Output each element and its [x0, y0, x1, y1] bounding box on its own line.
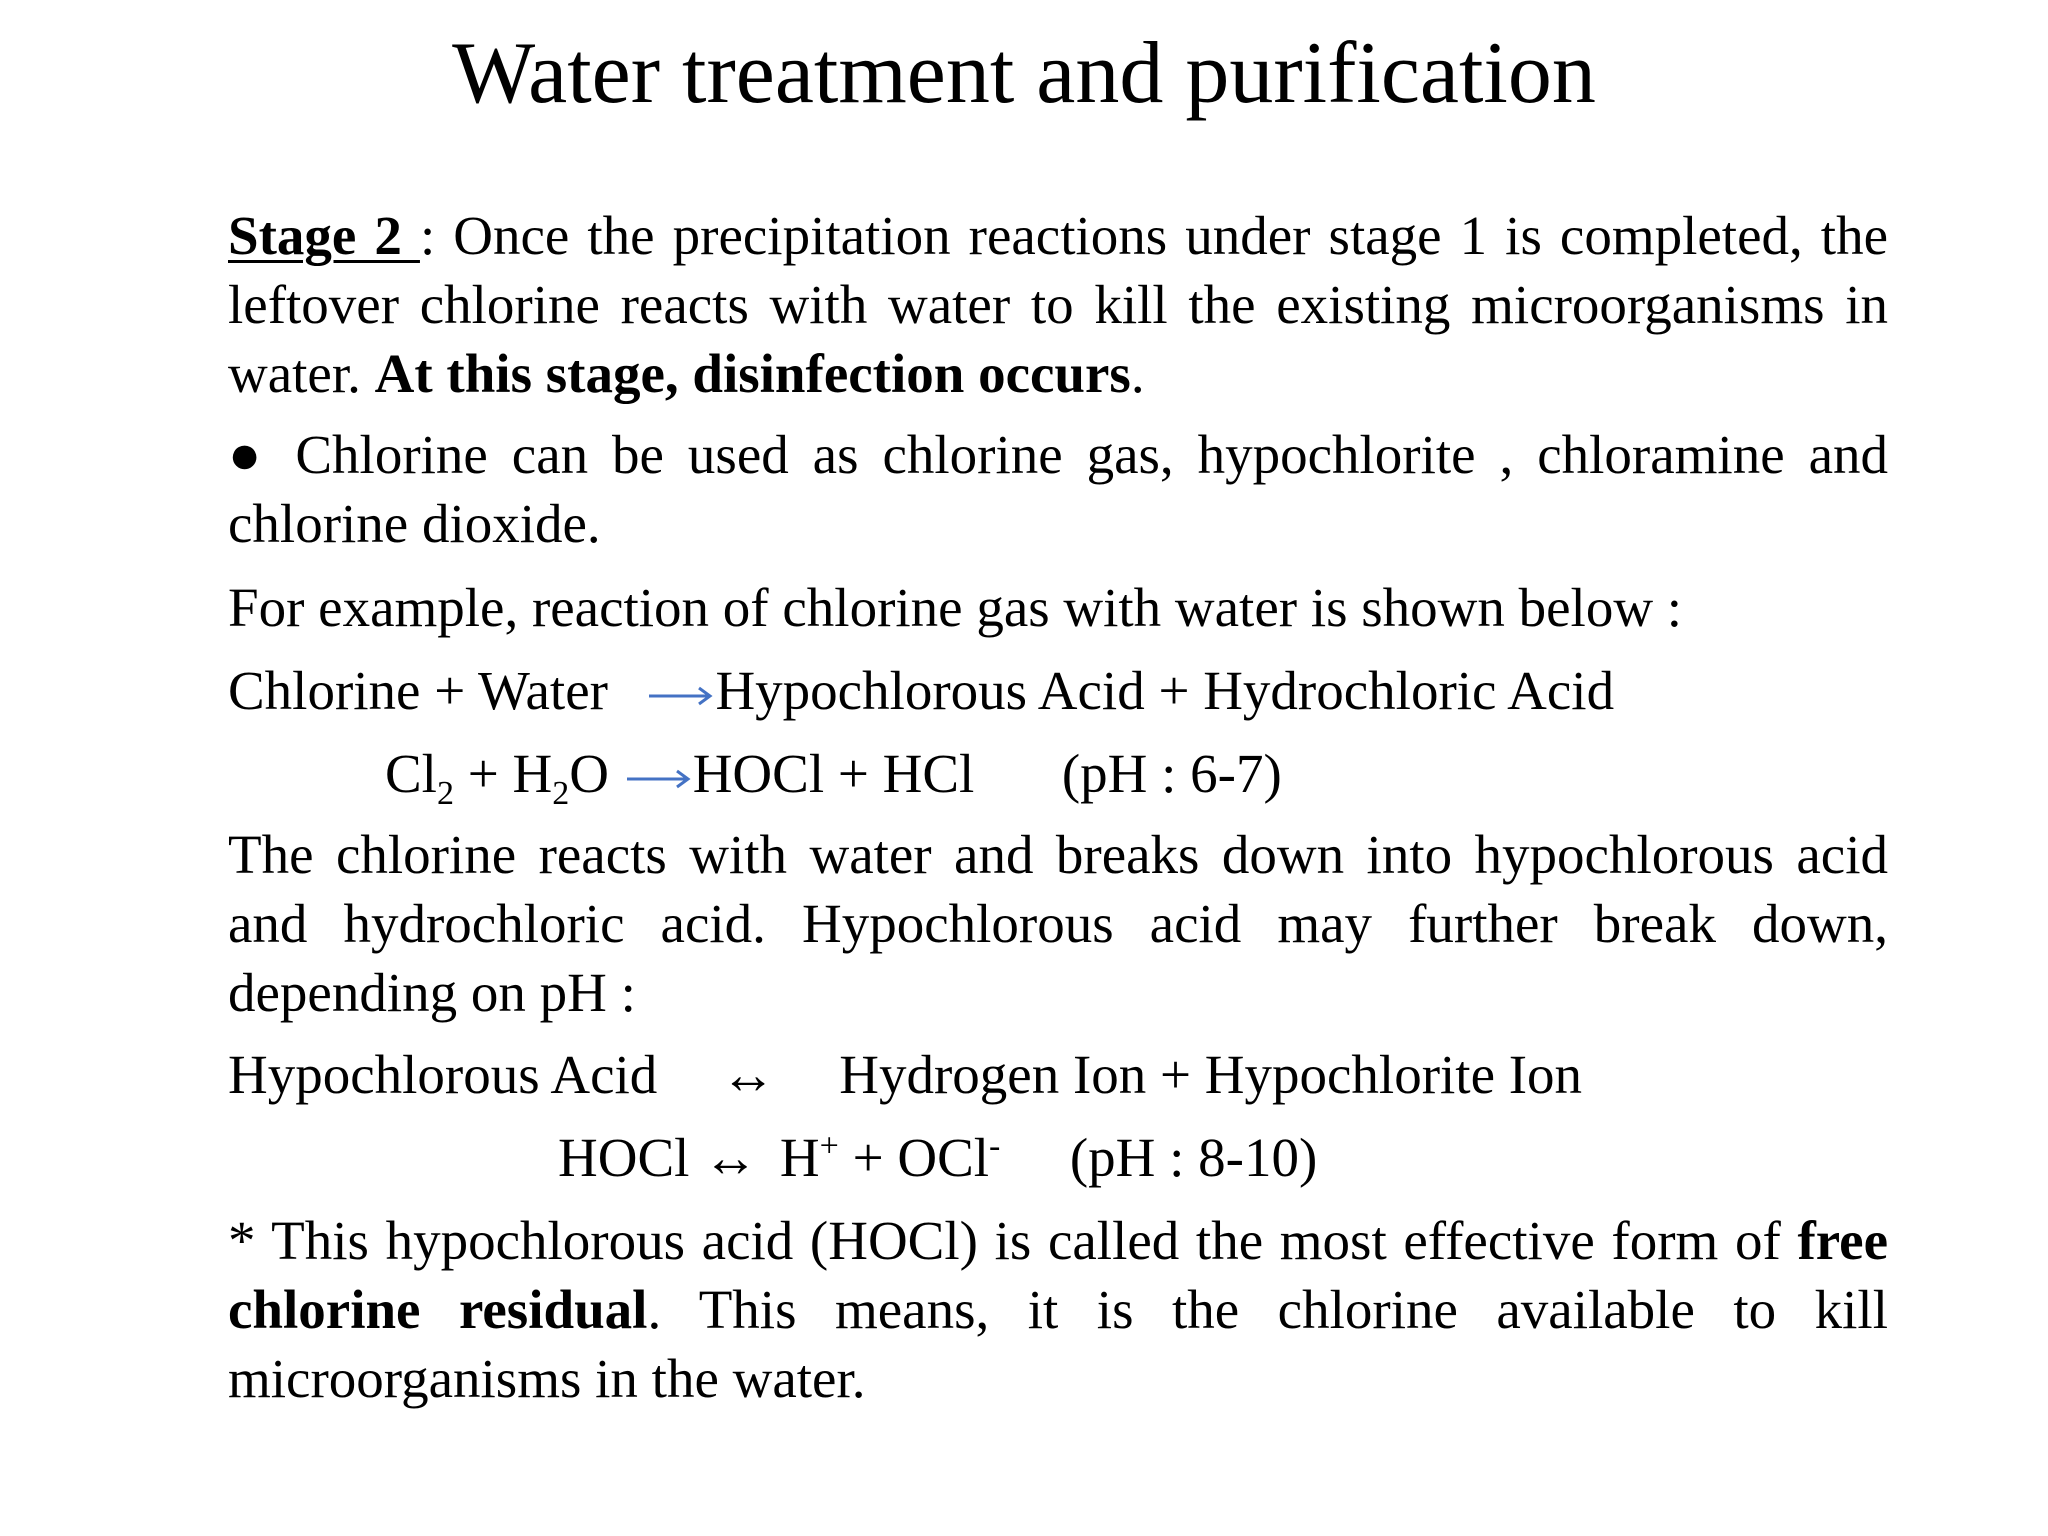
stage-2-text: Once the precipitation reactions under stage 1 is completed, the leftover chlorine reacts with water to kill the existing microorganisms in water. — [228, 205, 1888, 404]
note-prefix: * This hypochlorous acid (HOCl) is called the most effective form of — [228, 1210, 1798, 1271]
formula-1-cl: Cl — [385, 743, 437, 804]
word-reaction-2 — [228, 1040, 1888, 1109]
formula-2-plus-ocl: + OCl — [838, 1127, 990, 1188]
formula-2-h: H — [779, 1127, 820, 1188]
slide-title: Water treatment and purification — [452, 25, 1596, 122]
note-suffix: . This means, it is the chlorine available to kill microorganisms in the water. — [228, 1279, 1888, 1409]
note-paragraph — [228, 1206, 1888, 1413]
word-reaction-1 — [228, 656, 1888, 725]
formula-reaction-2 — [558, 1123, 2048, 1192]
stage-2-emphasis: At this stage, disinfection occurs — [374, 343, 1131, 404]
explanation-paragraph: The chlorine reacts with water and breaks down into hypochlorous acid and hydrochloric acid. Hypochlorous acid may further break down, depending on pH : — [228, 824, 1888, 1023]
word-reaction-2-left: Hypochlorous Acid — [228, 1044, 658, 1105]
stage-2-end: . — [1130, 343, 1145, 404]
double-arrow-icon: ↔ — [703, 1127, 759, 1188]
formula-1-o: O — [569, 743, 609, 804]
formula-2-hocl: HOCl — [558, 1127, 690, 1188]
formula-1-plus-h: + H — [453, 743, 553, 804]
bullet-text: Chlorine can be used as chlorine gas, hypochlorite , chloramine and chlorine dioxide. — [228, 424, 1888, 554]
word-reaction-2-right: Hydrogen Ion + Hypochlorite Ion — [839, 1044, 1583, 1105]
right-arrow-icon — [625, 767, 691, 791]
stage-2-paragraph — [228, 201, 1888, 408]
formula-reaction-1 — [385, 739, 2045, 812]
formula-2-ph: (pH : 8-10) — [1069, 1127, 1318, 1188]
bullet-paragraph — [228, 420, 1888, 558]
stage-2-label: Stage 2 — [228, 205, 420, 266]
formula-1-cl-subscript: 2 — [436, 775, 454, 812]
word-reaction-1-reactants: Chlorine + Water — [228, 660, 608, 721]
word-reaction-1-products: Hypochlorous Acid + Hydrochloric Acid — [715, 660, 1615, 721]
bullet-icon: ● — [228, 424, 272, 485]
note-emphasis: free chlorine residual — [228, 1210, 1888, 1340]
right-arrow-icon — [647, 684, 713, 708]
double-arrow-icon: ↔ — [720, 1044, 776, 1105]
formula-1-products: HOCl + HCl — [692, 743, 975, 804]
formula-2-ocl-superscript: - — [989, 1127, 1001, 1165]
example-intro: For example, reaction of chlorine gas with water is shown below : — [228, 577, 1683, 638]
formula-1-h-subscript: 2 — [552, 775, 570, 812]
formula-1-ph: (pH : 6-7) — [1061, 743, 1282, 804]
stage-2-separator: : — [419, 205, 454, 266]
formula-2-h-superscript: + — [819, 1127, 839, 1165]
